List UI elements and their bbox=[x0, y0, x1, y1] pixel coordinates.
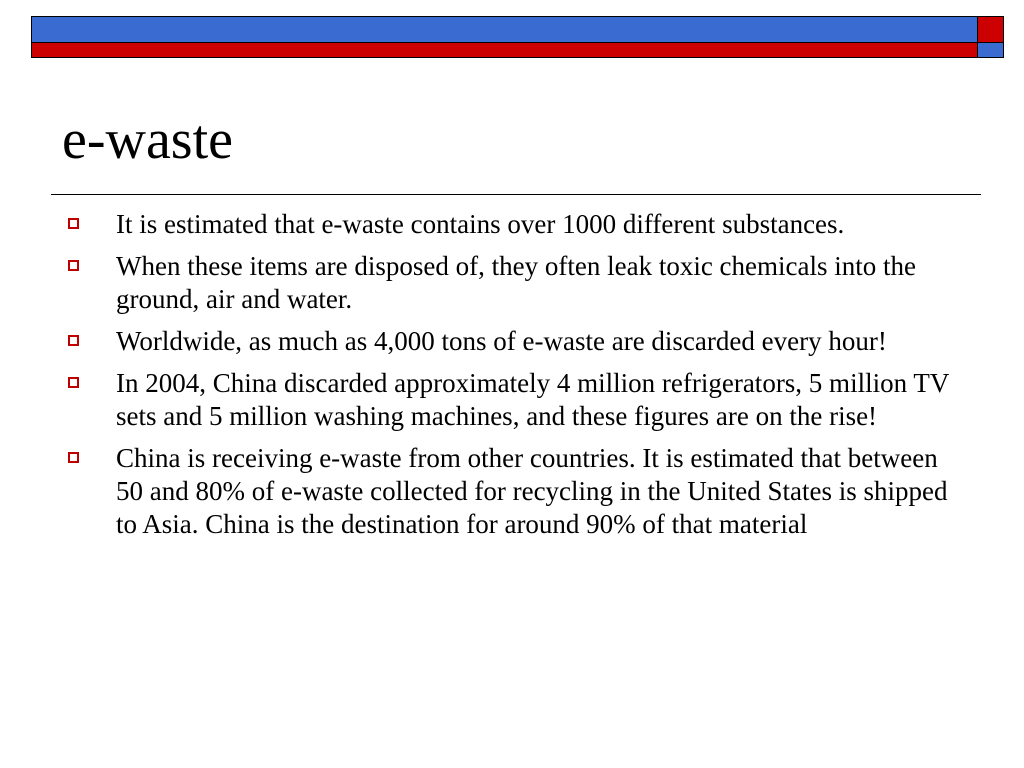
square-bullet-icon bbox=[68, 335, 79, 346]
corner-square-red bbox=[977, 16, 1004, 43]
bullet-text: It is estimated that e-waste contains over 1000 different substances. bbox=[116, 209, 845, 239]
bullet-item bbox=[62, 367, 962, 433]
slide-title: e-waste bbox=[62, 109, 234, 171]
bullet-text: Worldwide, as much as 4,000 tons of e-waste are discarded every hour! bbox=[116, 326, 887, 356]
bullet-list bbox=[62, 208, 962, 550]
bullet-item bbox=[62, 208, 962, 241]
bullet-item bbox=[62, 250, 962, 316]
square-bullet-icon bbox=[68, 452, 79, 463]
bullet-text: In 2004, China discarded approximately 4 million refrigerators, 5 million TV sets and 5 million washing machines, and these figures are on the rise! bbox=[116, 368, 949, 431]
header-bar-blue bbox=[31, 16, 978, 43]
square-bullet-icon bbox=[68, 260, 79, 271]
bullet-text: China is receiving e-waste from other countries. It is estimated that between 50 and 80% of e-waste collected for recycling in the United States is shipped to Asia. China is the destination for around 90% of that material bbox=[116, 443, 948, 539]
title-divider bbox=[51, 194, 981, 195]
bullet-item bbox=[62, 442, 962, 541]
bullet-item bbox=[62, 325, 962, 358]
square-bullet-icon bbox=[68, 377, 79, 388]
square-bullet-icon bbox=[68, 218, 79, 229]
header-bar-red bbox=[31, 42, 978, 58]
bullet-text: When these items are disposed of, they often leak toxic chemicals into the ground, air and water. bbox=[116, 251, 916, 314]
corner-square-blue bbox=[977, 42, 1004, 58]
